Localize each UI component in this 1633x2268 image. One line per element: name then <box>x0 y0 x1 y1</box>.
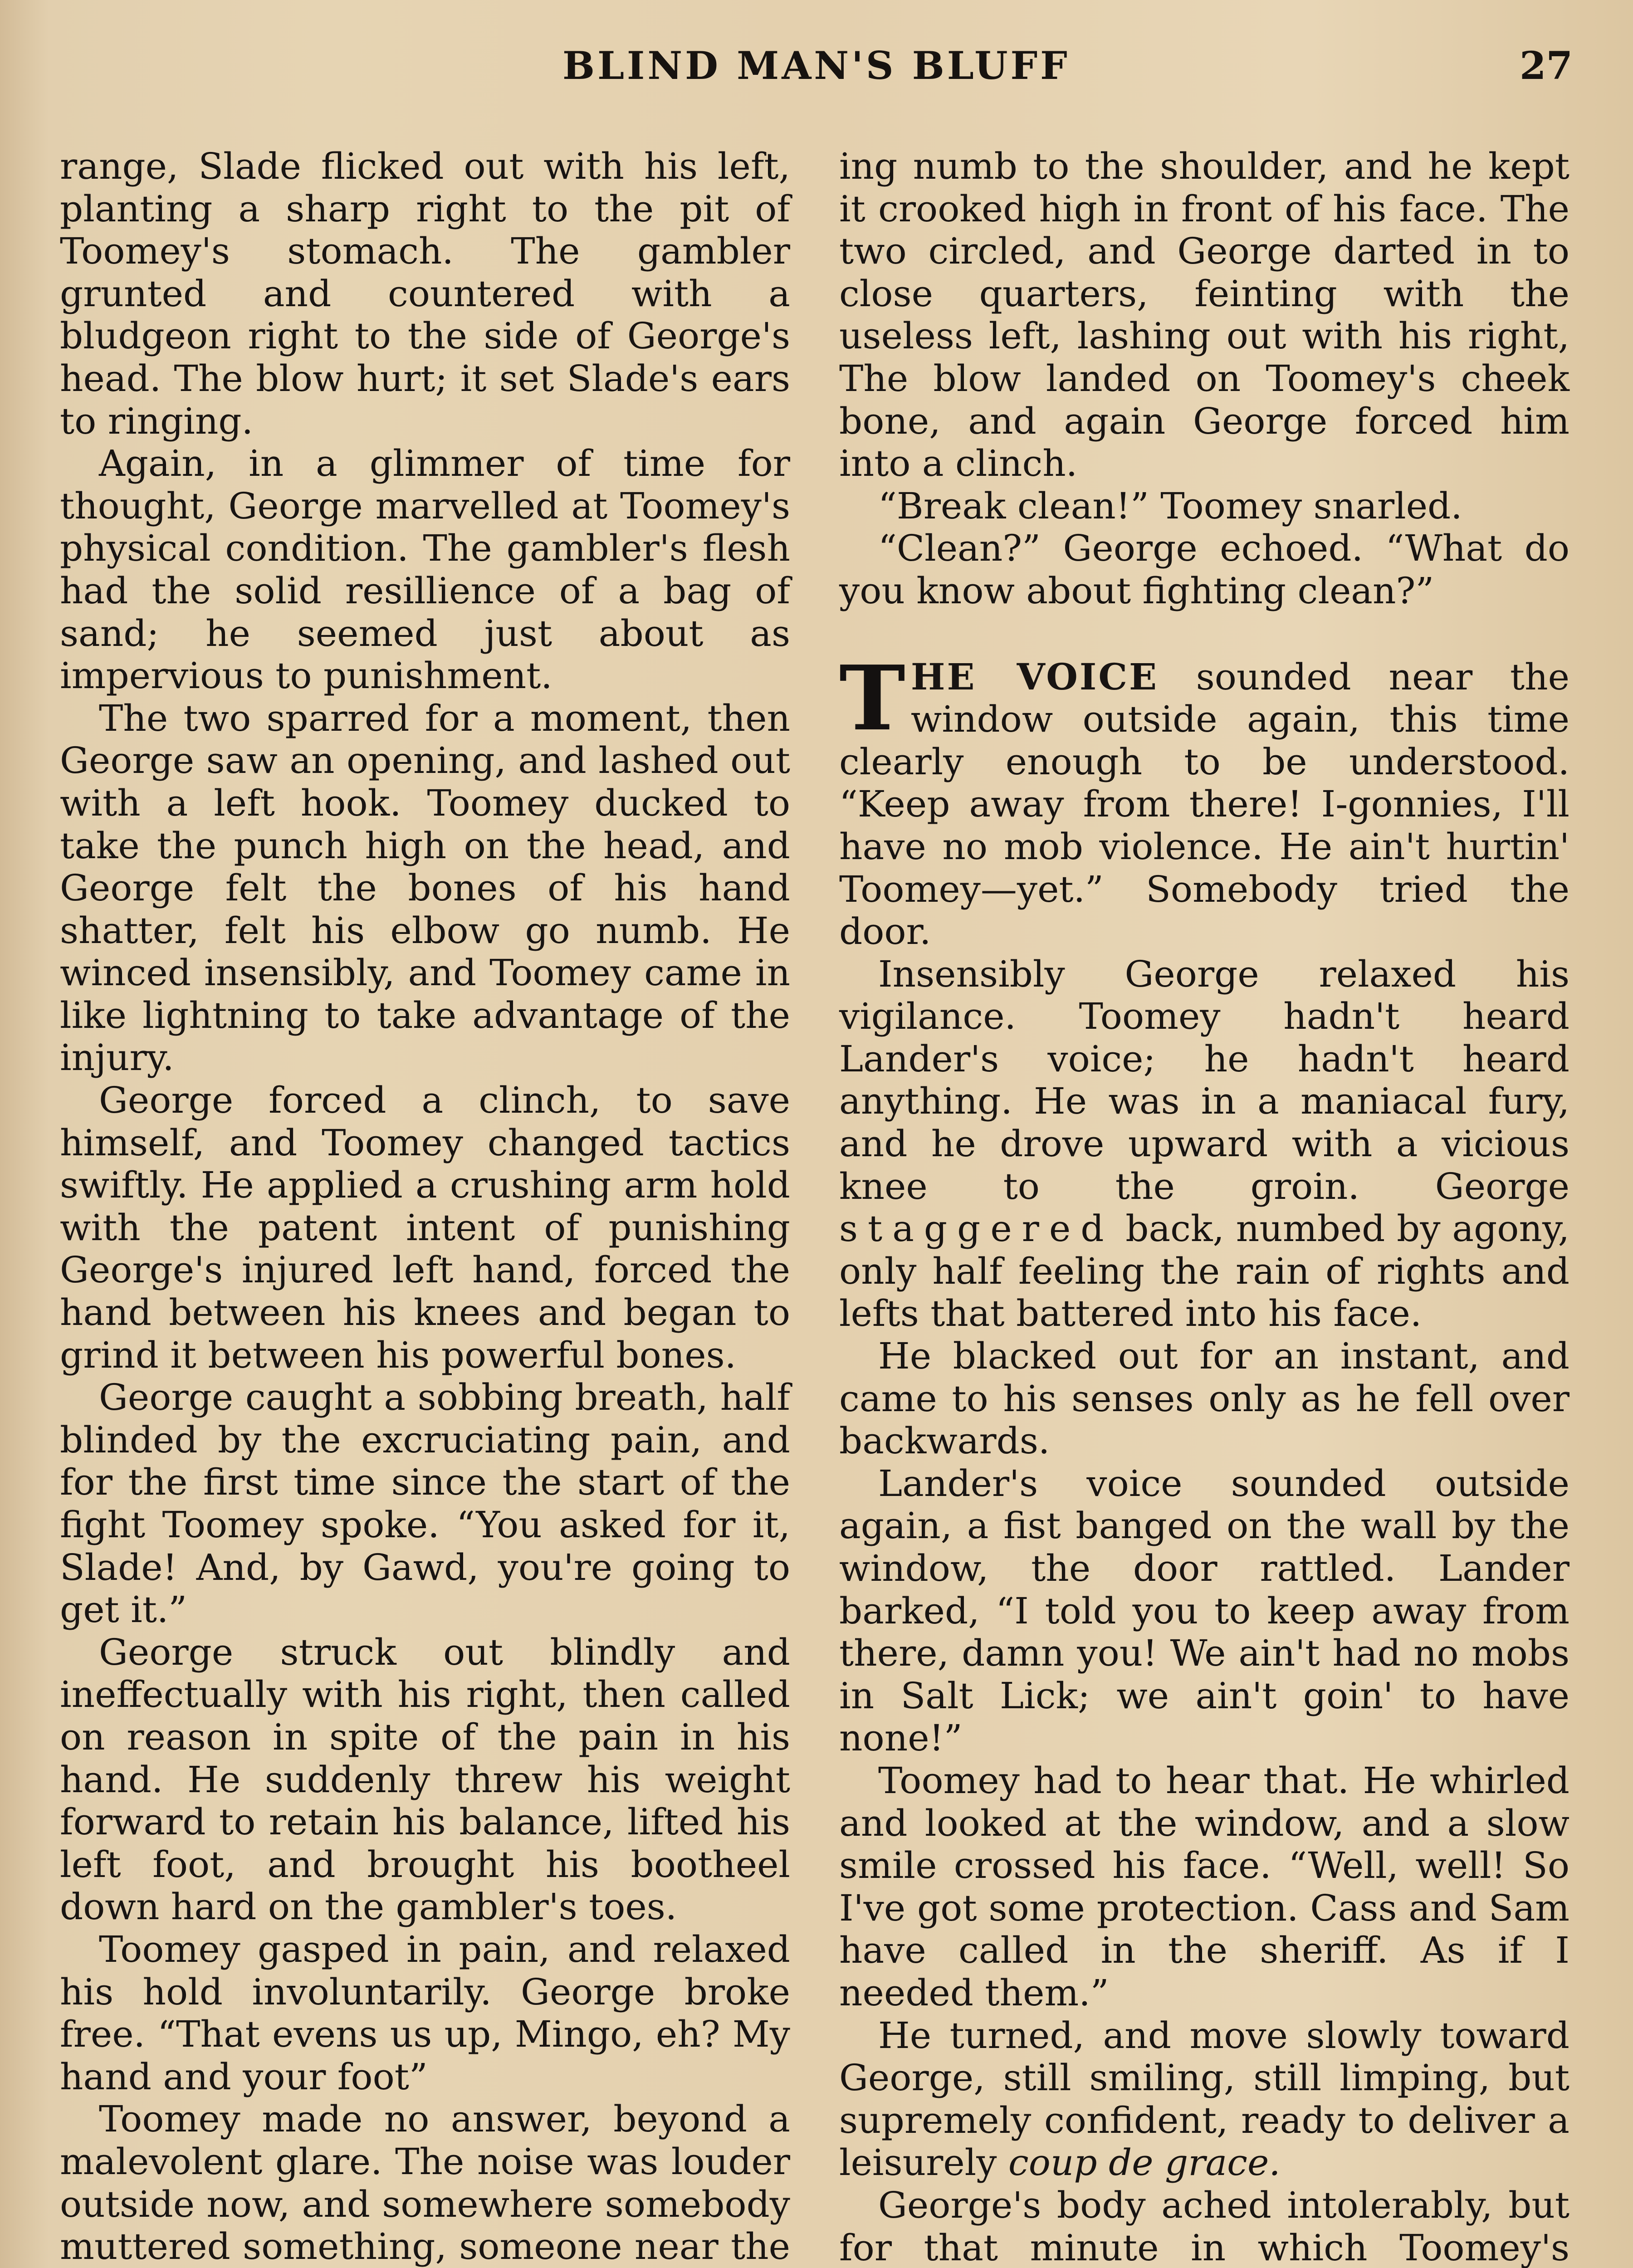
right-paragraph-10: George's body ached intolerably, but for that minute in which Toomey's <box>839 2184 1569 2268</box>
right-paragraph-2: “Break clean!” Toomey snarled. <box>878 484 1462 527</box>
right-paragraph-6: He blacked out for an instant, and came to his senses only as he fell over backwards. <box>839 1335 1569 1462</box>
left-paragraph-2: Again, in a glimmer of time for thought, George marvelled at Toomey's physical condition. The gambler's flesh had the solid resillience of a bag of sand; he seemed just about as impervious to punishment. <box>60 442 790 697</box>
right-paragraph-7: Lander's voice sounded outside again, a fist banged on the wall by the window, the door rattled. Lander barked, “I told you to keep away from there, damn you! We ain't had no mobs in Salt Lick; we ain't goin' to have none!” <box>839 1462 1569 1760</box>
page-header <box>0 43 1633 102</box>
page-number: 27 <box>1520 43 1573 88</box>
left-paragraph-7: Toomey gasped in pain, and relaxed his hold involuntarily. George broke free. “That evens us up, Mingo, eh? My hand and your foot” <box>60 1928 790 2098</box>
right-paragraph-5-text-a: Insensibly George relaxed his vigilance. Toomey hadn't heard Lander's voice; he hadn't heard anything. He was in a maniacal fury, and he drove upward with a vicious knee to the groin. George <box>839 953 1569 1207</box>
lead-in-smallcaps: HE VOICE <box>910 655 1159 698</box>
left-paragraph-1: range, Slade flicked out with his left, planting a sharp right to the pit of Toomey's stomach. The gambler grunted and countered with a bludgeon right to the side of George's head. The blow hurt; it set Slade's ears to ringing. <box>60 145 790 442</box>
right-paragraph-4-text: sounded near the window outside again, this time clearly enough to be understood. “Keep away from there! I-gonnies, I'll have no mob violence. He ain't hurtin' Toomey—yet.” Somebody tried the door. <box>839 655 1569 953</box>
running-head: BLIND MAN'S BLUFF <box>562 43 1070 88</box>
right-paragraph-1: ing numb to the shoulder, and he kept it crooked high in front of his face. The two circled, and George darted in to close quarters, feinting with the useless left, lashing out with his right, The blow landed on Toomey's cheek bone, and again George forced him into a clinch. <box>839 145 1569 485</box>
right-paragraph-section-start <box>839 646 1569 953</box>
left-paragraph-3: The two sparred for a moment, then George saw an opening, and lashed out with a left hook. Toomey ducked to take the punch high on the head, and George felt the bones of his hand shatter, felt his elbow go numb. He winced insensibly, and Toomey came in like lightning to take advantage of the injury. <box>60 697 790 1079</box>
right-paragraph-9-text: He turned, and move slowly toward George, still smiling, still limping, but supremely confident, ready to deliver a leisurely <box>839 2014 1569 2184</box>
italic-phrase: coup de grace. <box>1008 2141 1281 2184</box>
left-paragraph-6: George struck out blindly and ineffectually with his right, then called on reason in spite of the pain in his hand. He suddenly threw his weight forward to retain his balance, lifted his left foot, and brought his bootheel down hard on the gambler's toes. <box>60 1631 790 1928</box>
left-paragraph-5: George caught a sobbing breath, half blinded by the excruciating pain, and for the first time since the start of the fight Toomey spoke. “You asked for it, Slade! And, by Gawd, you're going to get it.” <box>60 1376 790 1631</box>
right-paragraph-3: “Clean?” George echoed. “What do you know about fighting clean?” <box>839 527 1569 612</box>
left-paragraph-4: George forced a clinch, to save himself, and Toomey changed tactics swiftly. He applied a crushing arm hold with the patent intent of punishing George's injured left hand, forced the hand between his knees and began to grind it between his powerful bones. <box>60 1079 790 1376</box>
right-paragraph-8: Toomey had to hear that. He whirled and looked at the window, and a slow smile crossed his face. “Well, well! So I've got some protection. Cass and Sam have called in the sheriff. As if I needed them.” <box>839 1759 1569 2014</box>
spaced-word: staggered <box>839 1207 1114 1250</box>
right-paragraph-5 <box>839 953 1569 1335</box>
left-column <box>60 145 790 2268</box>
left-paragraph-8: Toomey made no answer, beyond a malevolent glare. The noise was louder outside now, and somewhere somebody muttered something, someone near the <box>60 2098 790 2268</box>
right-column <box>839 145 1569 2268</box>
drop-cap: T <box>839 646 905 751</box>
right-paragraph-9 <box>839 2014 1569 2184</box>
right-paragraph-5-text-b: back, numbed by agony, only half feeling the rain of rights and lefts that battered into his face. <box>839 1207 1569 1335</box>
